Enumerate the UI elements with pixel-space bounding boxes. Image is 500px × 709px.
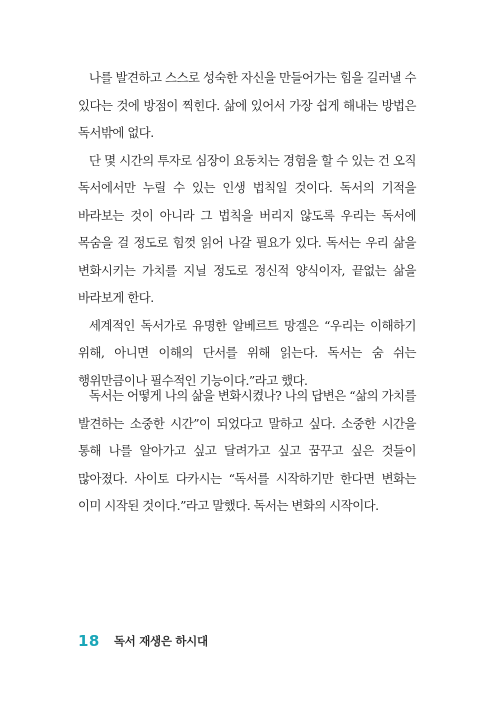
paragraph: 단 몇 시간의 투자로 심장이 요동치는 경험을 할 수 있는 건 오직 독서에서만 누릴 수 있는 인생 법칙일 것이다. 독서의 기적을 바라보는 것이 아니라 그 법칙을 버리지 않도록 우리는 독서에 목숨을 걸 정도로 힘껏 읽어 나갈 필요가 있다. 독서는 우리 삶을 변화시키는 가치를 지닐 정도로 정신적 양식이자, 끝없는 삶을 바라보게 한다. [78,152,416,305]
paragraph: 세계적인 독서가로 유명한 알베르트 망겔은 “우리는 이해하기 위해, 아니면 이해의 단서를 위해 읽는다. 독서는 숨 쉬는 행위만큼이나 필수적인 기능이다.”라고 했다. [78,317,416,388]
paragraph: 독서는 어떻게 나의 삶을 변화시켰나? 나의 답변은 “삶의 가치를 발견하는 소중한 시간”이 되었다고 말하고 싶다. 소중한 시간을 통해 나를 알아가고 싶고 달려가고 싶고 꿈꾸고 싶은 것들이 많아졌다. 사이토 다카시는 “독서를 시작하기만 한다면 변화는 이미 시작된 것이다.”라고 말했다. 독서는 변화의 시작이다. [78,388,416,513]
paragraph: 나를 발견하고 스스로 성숙한 자신을 만들어가는 힘을 길러낼 수 있다는 것에 방점이 찍힌다. 삶에 있어서 가장 쉽게 해내는 방법은 독서밖에 없다. [78,70,416,140]
text-section-bottom [78,382,416,520]
running-title: 독서 재생은 하시대 [113,634,208,648]
page-number: 18 [78,632,100,650]
text-section-top [78,64,416,394]
page-footer [78,630,208,652]
